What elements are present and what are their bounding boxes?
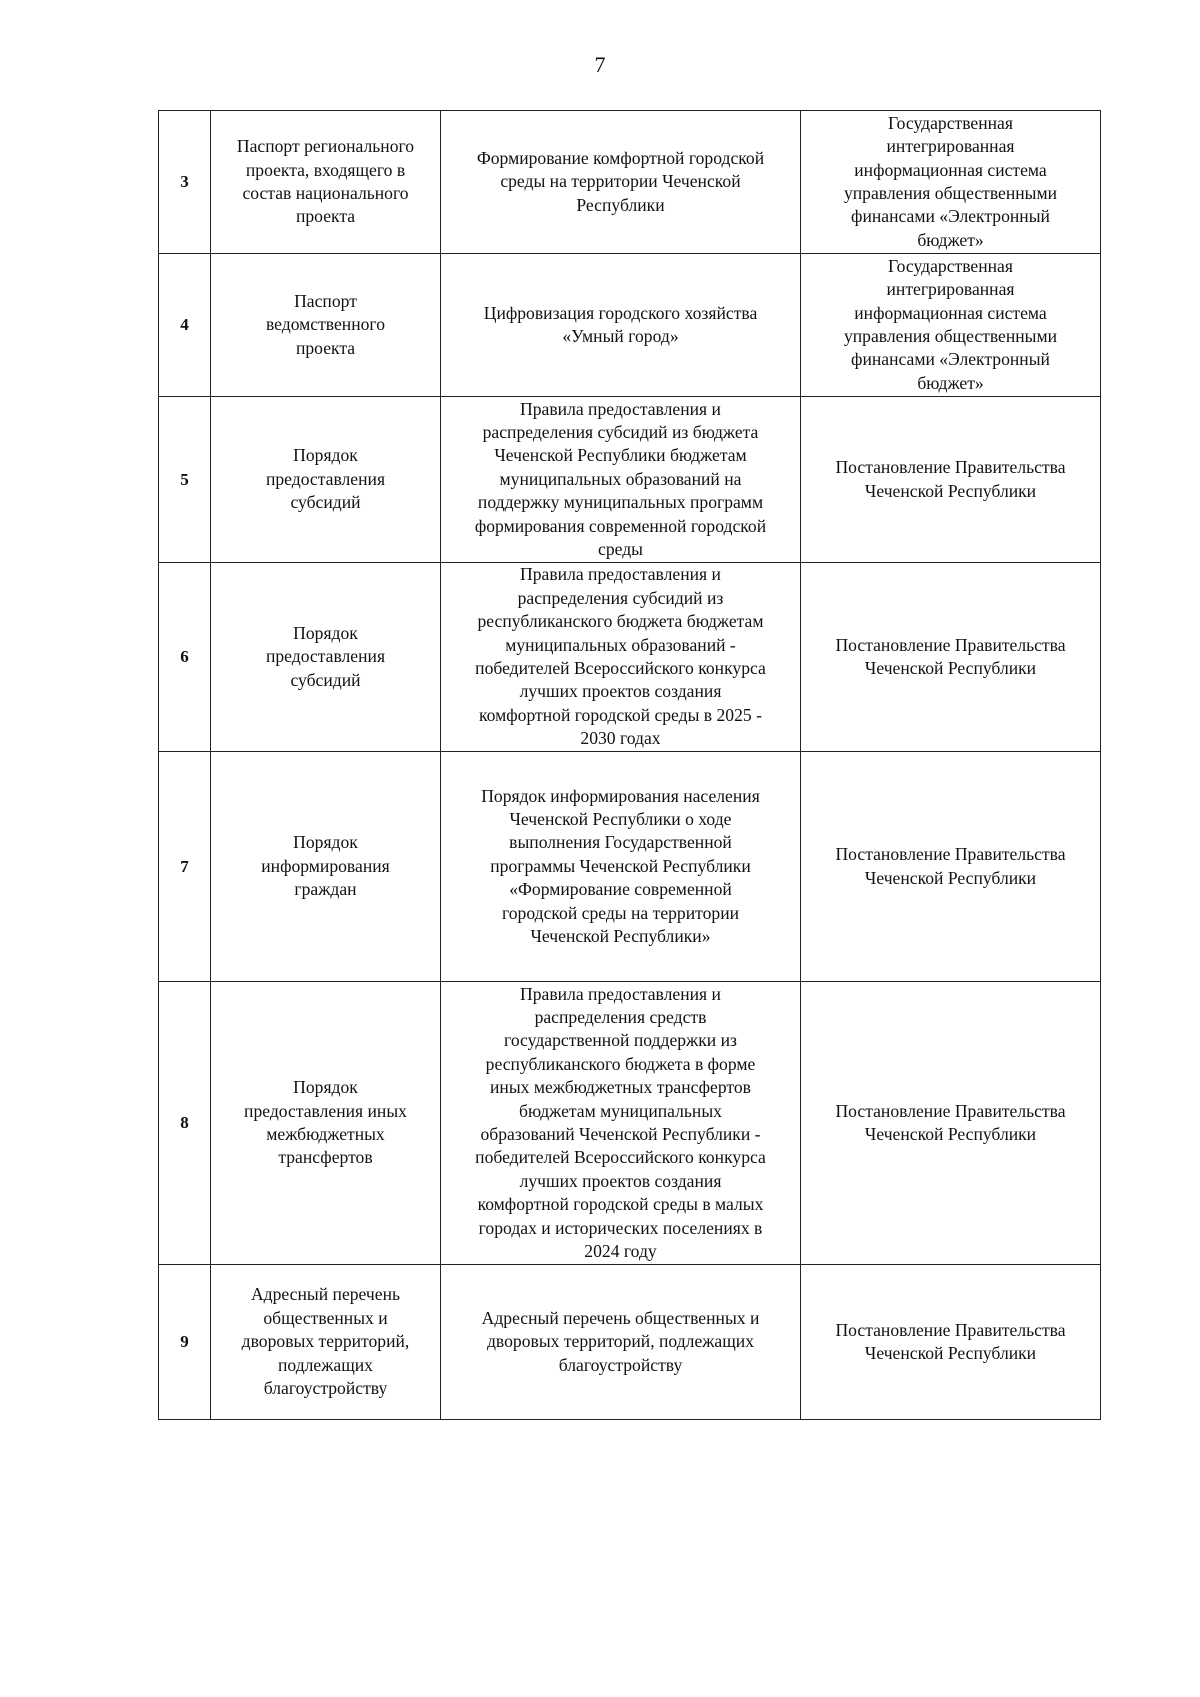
- row-number: 4: [159, 254, 211, 397]
- document-name: Формирование комфортной городской среды на территории Чеченской Республики: [441, 111, 801, 254]
- row-number: 6: [159, 563, 211, 752]
- document-form: Постановление Правительства Чеченской Республики: [801, 563, 1101, 752]
- page-number: 7: [594, 52, 606, 77]
- documents-table: [158, 110, 1101, 1420]
- document-name: Цифровизация городского хозяйства «Умный город»: [441, 254, 801, 397]
- document-type: Адресный перечень общественных и дворовых территорий, подлежащих благоустройству: [211, 1265, 441, 1420]
- document-name: Порядок информирования населения Чеченской Республики о ходе выполнения Государственной программы Чеченской Республики «Формирование современной городской среды на территории Чеченской Республики»: [441, 752, 801, 982]
- document-type: Порядок предоставления субсидий: [211, 397, 441, 563]
- row-number: 9: [159, 1265, 211, 1420]
- table-row: [159, 397, 1101, 563]
- table-row: [159, 254, 1101, 397]
- document-form: Постановление Правительства Чеченской Республики: [801, 752, 1101, 982]
- table-row: [159, 752, 1101, 982]
- table-row: [159, 111, 1101, 254]
- document-type: Паспорт регионального проекта, входящего в состав национального проекта: [211, 111, 441, 254]
- document-name: Адресный перечень общественных и дворовых территорий, подлежащих благоустройству: [441, 1265, 801, 1420]
- document-name: Правила предоставления и распределения субсидий из республиканского бюджета бюджетам муниципальных образований - победителей Всероссийского конкурса лучших проектов создания комфортной городской среды в 2025 - 2030 годах: [441, 563, 801, 752]
- row-number: 7: [159, 752, 211, 982]
- document-form: Государственная интегрированная информационная система управления общественными финансами «Электронный бюджет»: [801, 254, 1101, 397]
- table-row: [159, 563, 1101, 752]
- row-number: 3: [159, 111, 211, 254]
- document-form: Постановление Правительства Чеченской Республики: [801, 982, 1101, 1265]
- table-row: [159, 982, 1101, 1265]
- document-name: Правила предоставления и распределения субсидий из бюджета Чеченской Республики бюджетам муниципальных образований на поддержку муниципальных программ формирования современной городской среды: [441, 397, 801, 563]
- document-name: Правила предоставления и распределения средств государственной поддержки из республиканского бюджета в форме иных межбюджетных трансфертов бюджетам муниципальных образований Чеченской Республики - победителей Всероссийского конкурса лучших проектов создания комфортной городской среды в малых городах и исторических поселениях в 2024 году: [441, 982, 801, 1265]
- row-number: 5: [159, 397, 211, 563]
- document-form: Постановление Правительства Чеченской Республики: [801, 1265, 1101, 1420]
- document-type: Порядок информирования граждан: [211, 752, 441, 982]
- table-row: [159, 1265, 1101, 1420]
- document-type: Паспорт ведомственного проекта: [211, 254, 441, 397]
- row-number: 8: [159, 982, 211, 1265]
- document-type: Порядок предоставления иных межбюджетных трансфертов: [211, 982, 441, 1265]
- document-form: Государственная интегрированная информационная система управления общественными финансами «Электронный бюджет»: [801, 111, 1101, 254]
- document-type: Порядок предоставления субсидий: [211, 563, 441, 752]
- document-form: Постановление Правительства Чеченской Республики: [801, 397, 1101, 563]
